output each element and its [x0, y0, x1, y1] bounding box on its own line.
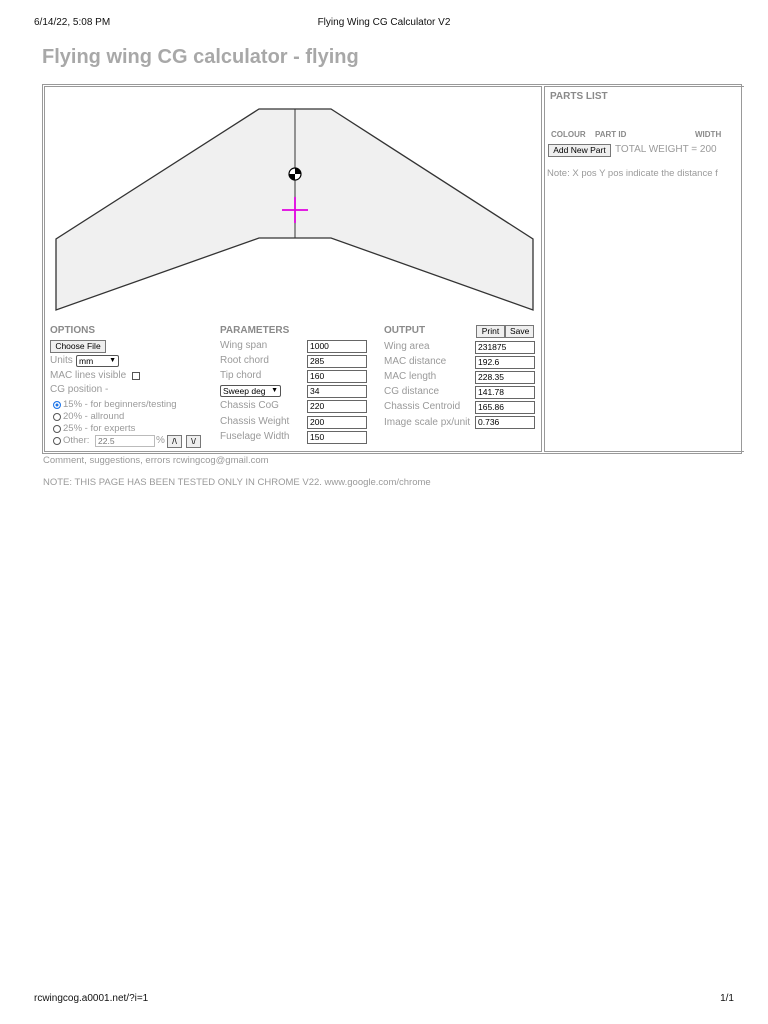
cg-position-label: CG position -: [50, 384, 109, 395]
col-part-id: PART ID: [595, 130, 627, 139]
tested-note: NOTE: THIS PAGE HAS BEEN TESTED ONLY IN CHROME V22. www.google.com/chrome: [43, 477, 431, 488]
print-page-number: 1/1: [720, 993, 734, 1004]
cg-radio-20[interactable]: [53, 413, 61, 421]
neutral-point-icon: [289, 168, 301, 180]
cg-radio-25-label: 25% - for experts: [63, 423, 136, 434]
root-chord-label: Root chord: [220, 355, 269, 366]
tip-chord-input[interactable]: 160: [307, 370, 367, 383]
print-datetime: 6/14/22, 5:08 PM: [34, 17, 111, 28]
col-width: WIDTH: [695, 130, 722, 139]
chassis-cog-input[interactable]: 220: [307, 400, 367, 413]
wing-panel: [44, 86, 542, 452]
fuselage-width-label: Fuselage Width: [220, 431, 290, 442]
image-scale-label: Image scale px/unit: [384, 417, 471, 428]
cg-up-button[interactable]: /\: [167, 435, 182, 448]
cg-radio-other-label: Other:: [63, 435, 90, 446]
sweep-mode-select[interactable]: [220, 385, 281, 397]
chassis-weight-label: Chassis Weight: [220, 416, 290, 427]
wing-span-input[interactable]: 1000: [307, 340, 367, 353]
col-colour: COLOUR: [551, 130, 586, 139]
cg-distance-label: CG distance: [384, 386, 440, 397]
root-chord-input[interactable]: 285: [307, 355, 367, 368]
cg-radio-15-label: 15% - for beginners/testing: [63, 399, 177, 410]
mac-lines-checkbox[interactable]: [132, 372, 140, 380]
chassis-weight-input[interactable]: 200: [307, 416, 367, 429]
comment-text: Comment, suggestions, errors rcwingcog@gmail.com: [43, 455, 269, 466]
cg-distance-output: 141.78: [475, 386, 535, 399]
mac-distance-output: 192.6: [475, 356, 535, 369]
parameters-header: PARAMETERS: [220, 325, 290, 336]
parts-list-header: PARTS LIST: [550, 91, 608, 102]
output-header: OUTPUT: [384, 325, 426, 336]
cg-other-unit: %: [156, 435, 165, 446]
chassis-centroid-label: Chassis Centroid: [384, 401, 461, 412]
print-url: rcwingcog.a0001.net/?i=1: [34, 993, 149, 1004]
cg-radio-25[interactable]: [53, 425, 61, 433]
wing-area-label: Wing area: [384, 341, 430, 352]
sweep-input[interactable]: 34: [307, 385, 367, 398]
cg-down-button[interactable]: \/: [186, 435, 201, 448]
choose-file-button[interactable]: Choose File: [50, 340, 106, 353]
units-select[interactable]: [76, 355, 119, 367]
cg-radio-other[interactable]: [53, 437, 61, 445]
total-weight: TOTAL WEIGHT = 200: [615, 144, 717, 155]
parts-list-panel: [544, 86, 744, 452]
chassis-cog-label: Chassis CoG: [220, 400, 279, 411]
print-button[interactable]: Print: [476, 325, 505, 338]
cg-other-input[interactable]: 22.5: [95, 435, 155, 447]
units-select-value: mm: [79, 356, 94, 366]
sweep-mode-value: Sweep deg: [223, 386, 266, 396]
image-scale-output: 0.736: [475, 416, 535, 429]
mac-length-output: 228.35: [475, 371, 535, 384]
save-button[interactable]: Save: [505, 325, 534, 338]
cg-radio-15[interactable]: [53, 401, 61, 409]
wing-span-label: Wing span: [220, 340, 268, 351]
wing-area-output: 231875: [475, 341, 535, 354]
wing-drawing: [45, 87, 541, 451]
add-new-part-button[interactable]: Add New Part: [548, 144, 611, 157]
mac-distance-label: MAC distance: [384, 356, 447, 367]
units-label: Units: [50, 355, 73, 366]
parts-note: Note: X pos Y pos indicate the distance f: [547, 168, 718, 179]
chevron-down-icon: ▼: [271, 387, 278, 394]
chevron-down-icon: ▼: [109, 357, 116, 364]
chassis-centroid-output: 165.86: [475, 401, 535, 414]
cg-radio-20-label: 20% - allround: [63, 411, 125, 422]
mac-length-label: MAC length: [384, 371, 437, 382]
print-doc-title: Flying Wing CG Calculator V2: [317, 17, 451, 28]
mac-lines-label: MAC lines visible: [50, 370, 127, 381]
page-title: Flying wing CG calculator - flying: [42, 46, 359, 68]
options-header: OPTIONS: [50, 325, 96, 336]
tip-chord-label: Tip chord: [220, 370, 262, 381]
fuselage-width-input[interactable]: 150: [307, 431, 367, 444]
